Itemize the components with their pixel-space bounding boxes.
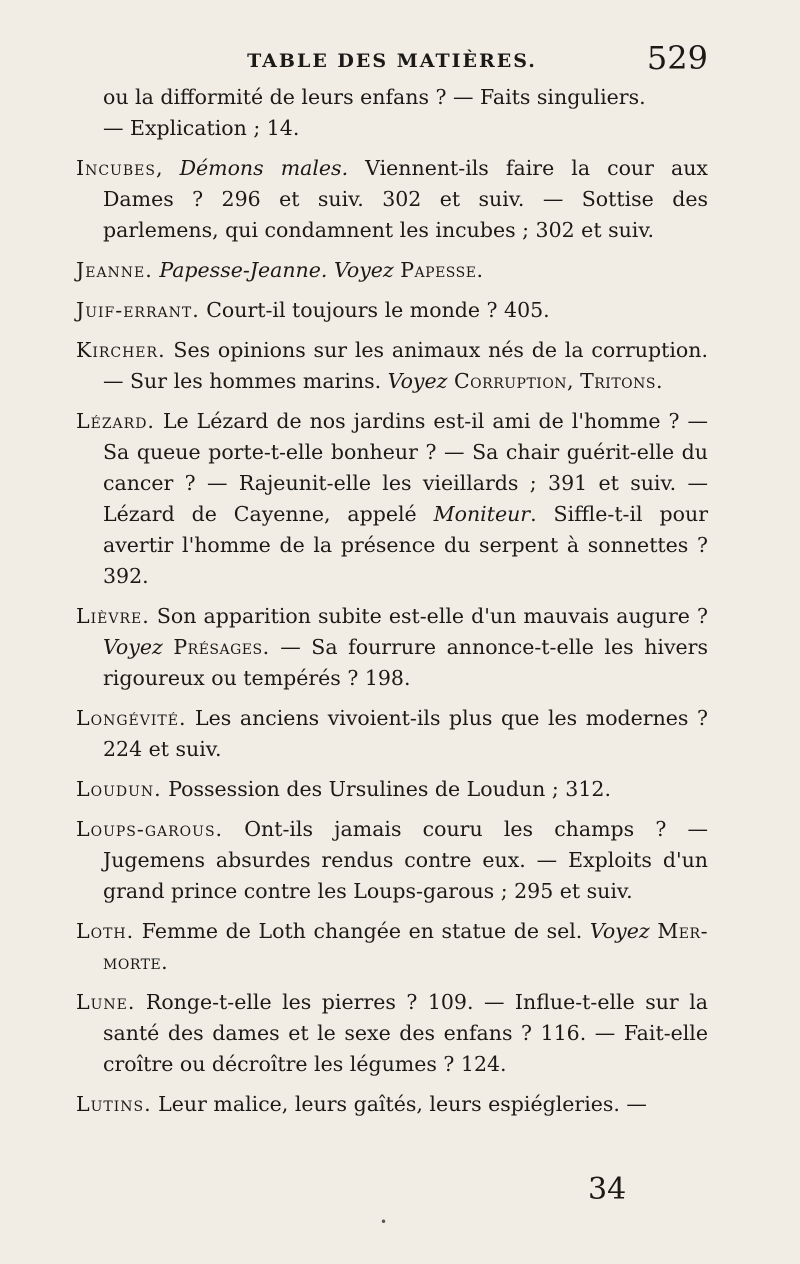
cross-reference: Mer-morte. xyxy=(103,919,708,974)
page-header xyxy=(76,38,708,88)
entry-text: Ses opinions sur les animaux nés de la corruption. — Sur les hommes marins. xyxy=(103,338,708,393)
entry-headword: Loups-garous. xyxy=(76,817,224,841)
index-entry-continuation xyxy=(76,82,708,144)
continuation-line-1: ou la difformité de leurs enfans ? — Faits singuliers. xyxy=(103,85,646,109)
entry-text xyxy=(163,635,174,659)
index-entry-incubes xyxy=(76,153,708,246)
entry-text: Son apparition subite est-elle d'un mauvais augure ? xyxy=(149,604,708,628)
see-reference: Voyez xyxy=(589,919,650,943)
entry-text: Le Lézard de nos jardins est-il ami de l'homme ? — Sa queue porte-t-elle bonheur ? — Sa chair guérit-elle du cancer ? — Rajeunit-elle les vieillards ; 391 et suiv. — Lézard de Cayenne, appelé xyxy=(103,409,708,526)
see-reference: Voyez xyxy=(333,258,394,282)
index-entry-loth xyxy=(76,916,708,978)
see-reference: Voyez xyxy=(387,369,448,393)
index-entry-lezard xyxy=(76,406,708,592)
index-entry-loups-garous xyxy=(76,814,708,907)
index-entry-jeanne xyxy=(76,255,708,286)
entry-text: Leur malice, leurs gaîtés, leurs espiégleries. — xyxy=(151,1092,647,1116)
continuation-line-2: — Explication ; 14. xyxy=(103,116,300,140)
entry-headword: Longévité. xyxy=(76,706,187,730)
cross-reference: Corruption xyxy=(453,369,568,393)
footer-mark: • xyxy=(380,1215,388,1229)
index-entry-lutins xyxy=(76,1089,708,1120)
entry-headword: Incubes xyxy=(76,156,156,180)
cross-reference: Tritons. xyxy=(580,369,664,393)
entry-text: , xyxy=(155,156,180,180)
entry-text: Les anciens vivoient-ils plus que les modernes ? 224 et suiv. xyxy=(103,706,708,761)
entry-text: Viennent-ils faire la cour aux Dames ? 296 et suiv. 302 et suiv. — Sottise des parlemens, qui condamnent les incubes ; 302 et suiv. xyxy=(103,156,708,242)
entry-headword: Juif-errant. xyxy=(76,298,200,322)
entry-definition: Démons males. xyxy=(179,156,349,180)
running-head: TABLE DES MATIÈRES. xyxy=(247,50,537,72)
entry-text: Ronge-t-elle les pierres ? 109. — Influe-t-elle sur la santé des dames et le sexe des enfans ? 116. — Fait-elle croître ou décroître les légumes ? 124. xyxy=(103,990,708,1076)
entry-text: , xyxy=(567,369,581,393)
entry-italic: Papesse-Jeanne. xyxy=(159,258,328,282)
signature-mark: 34 xyxy=(588,1172,627,1207)
entry-text: — Sa fourrure annonce-t-elle les hivers rigoureux ou tempérés ? 198. xyxy=(103,635,708,690)
entry-headword: Loth. xyxy=(76,919,135,943)
index-entry-longevite xyxy=(76,703,708,765)
entry-headword: Lièvre. xyxy=(76,604,150,628)
index-entry-juif-errant xyxy=(76,295,708,326)
cross-reference: Papesse. xyxy=(400,258,484,282)
index-entry-loudun xyxy=(76,774,708,805)
index-entry-lievre xyxy=(76,601,708,694)
entry-headword: Lutins. xyxy=(76,1092,152,1116)
entry-text: Possession des Ursulines de Loudun ; 312. xyxy=(161,777,611,801)
entry-text: Femme de Loth changée en statue de sel. xyxy=(134,919,590,943)
entry-headword: Loudun. xyxy=(76,777,162,801)
index-body xyxy=(76,82,708,1129)
see-reference: Voyez xyxy=(103,635,163,659)
entry-headword: Lézard. xyxy=(76,409,155,433)
cross-reference: Présages. xyxy=(173,635,270,659)
index-entry-kircher xyxy=(76,335,708,397)
entry-headword: Kircher. xyxy=(76,338,166,362)
entry-italic: Moniteur xyxy=(433,502,531,526)
index-entry-lune xyxy=(76,987,708,1080)
entry-text: . Siffle-t-il pour avertir l'homme de la présence du serpent à sonnettes ? 392. xyxy=(103,502,708,588)
page-number: 529 xyxy=(646,39,708,77)
entry-headword: Lune. xyxy=(76,990,136,1014)
entry-text: Ont-ils jamais couru les champs ? — Jugemens absurdes rendus contre eux. — Exploits d'un grand prince contre les Loups-garous ; 295 et suiv. xyxy=(103,817,708,903)
entry-text: Court-il toujours le monde ? 405. xyxy=(199,298,550,322)
entry-headword: Jeanne. xyxy=(76,258,153,282)
